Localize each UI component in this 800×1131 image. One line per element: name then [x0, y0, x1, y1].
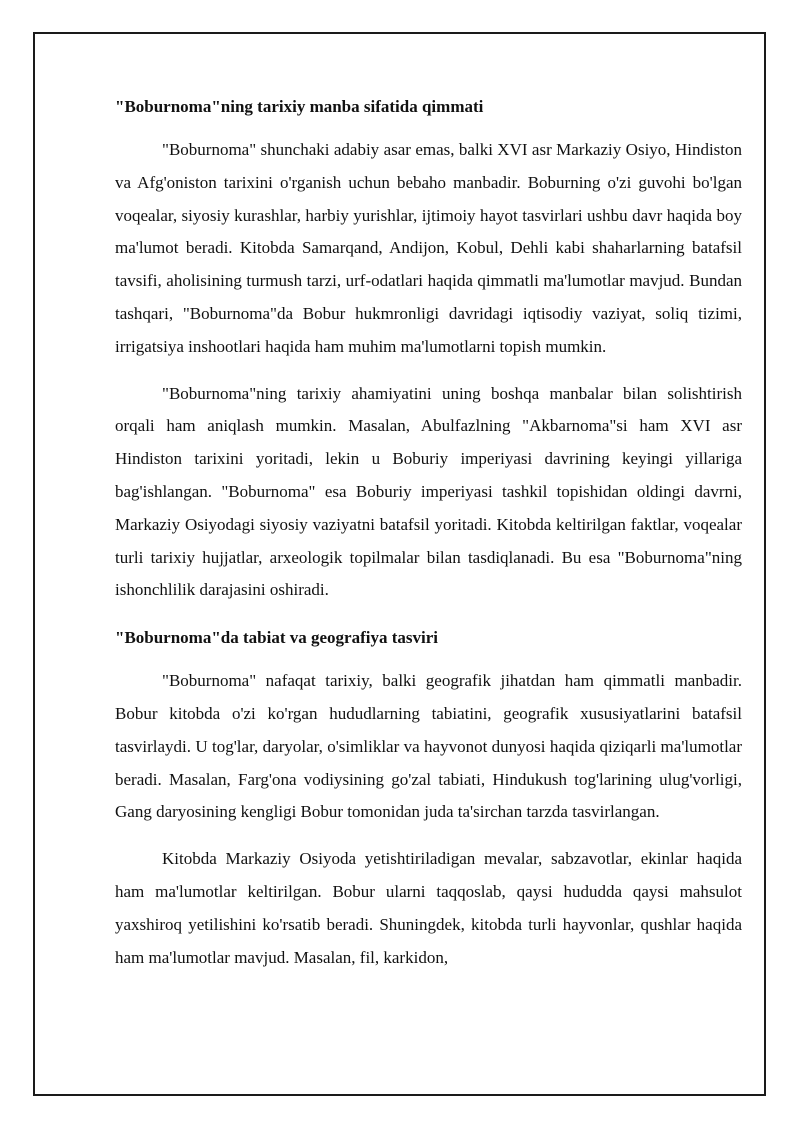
paragraph: Kitobda Markaziy Osiyoda yetishtiriladigan mevalar, sabzavotlar, ekinlar haqida ham ma'lumotlar keltirilgan. Bobur ularni taqqoslab, qaysi hududda qaysi mahsulot yaxshiroq yetilishini ko'rsatib beradi. Shuningdek, kitobda turli hayvonlar, qushlar haqida ham ma'lumotlar mavjud. Masalan, fil, karkidon, [115, 849, 742, 967]
document-body [115, 96, 742, 988]
paragraph: "Boburnoma"ning tarixiy ahamiyatini uning boshqa manbalar bilan solishtirish orqali ham aniqlash mumkin. Masalan, Abulfazlning "Akbarnoma"si ham XVI asr Hindiston tarixini yoritadi, lekin u Boburiy imperiyasi davrining keyingi yillariga bag'ishlangan. "Boburnoma" esa Boburiy imperiyasi tashkil topishidan oldingi davrni, Markaziy Osiyodagi siyosiy vaziyatni batafsil yoritadi. Kitobda keltirilgan faktlar, voqealar turli tarixiy hujjatlar, arxeologik topilmalar bilan tasdiqlanadi. Bu esa "Boburnoma"ning ishonchlilik darajasini oshiradi. [115, 383, 742, 600]
section-heading-historical-source: "Boburnoma"ning tarixiy manba sifatida qimmati [115, 97, 484, 116]
section-heading-nature-geography: "Boburnoma"da tabiat va geografiya tasviri [115, 628, 438, 648]
paragraph: "Boburnoma" shunchaki adabiy asar emas, balki XVI asr Markaziy Osiyo, Hindiston va Afg'oniston tarixini o'rganish uchun bebaho manbadir. Boburning o'zi guvohi bo'lgan voqealar, siyosiy kurashlar, harbiy yurishlar, ijtimoiy hayot tasvirlari ushbu davr haqida boy ma'lumot beradi. Kitobda Samarqand, Andijon, Kobul, Dehli kabi shaharlarning batafsil tavsifi, aholisining turmush tarzi, urf-odatlari haqida qimmatli ma'lumotlar mavjud. Bundan tashqari, "Boburnoma"da Bobur hukmronligi davridagi iqtisodiy vaziyat, soliq tizimi, irrigatsiya inshootlari haqida ham muhim ma'lumotlarni topish mumkin. [115, 140, 742, 356]
paragraph: "Boburnoma" nafaqat tarixiy, balki geografik jihatdan ham qimmatli manbadir. Bobur kitobda o'zi ko'rgan hududlarning tabiatini, geografik xususiyatlarini batafsil tasvirlaydi. U tog'lar, daryolar, o'simliklar va hayvonot dunyosi haqida qiziqarli ma'lumotlar beradi. Masalan, Farg'ona vodiysining go'zal tabiati, Hindukush tog'larining ulug'vorligi, Gang daryosining kengligi Bobur tomonidan juda ta'sirchan tarzda tasvirlangan. [115, 671, 742, 822]
